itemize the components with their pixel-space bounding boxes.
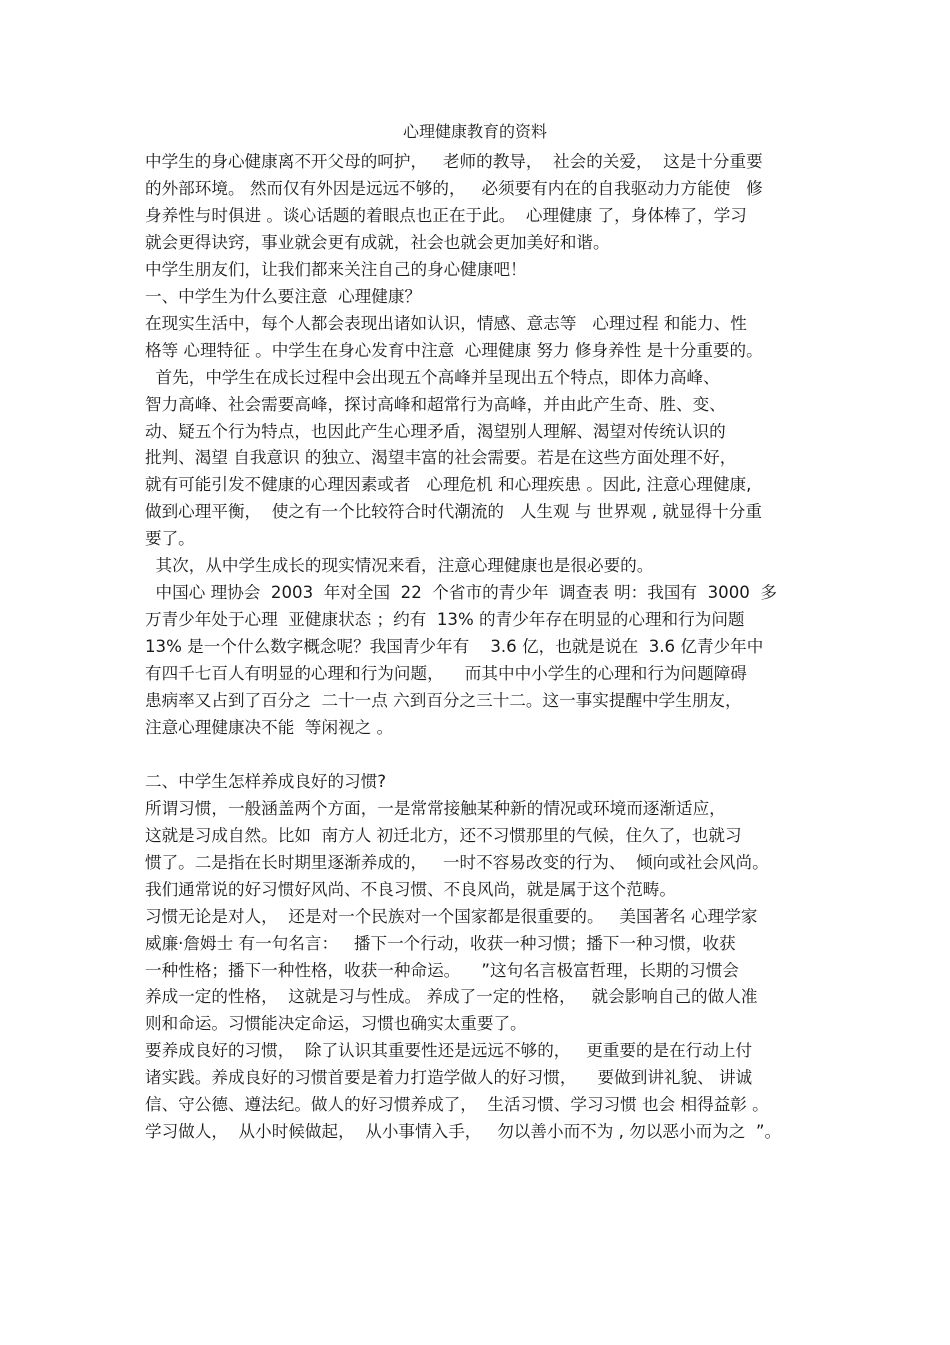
body-line: 信、守公德、遵法纪。做人的好习惯养成了， 生活习惯、学习习惯 也会 相得益彰 。 [145, 1095, 769, 1115]
body-line: 动、疑五个行为特点，也因此产生心理矛盾，渴望别人理解、渴望对传统认识的 [145, 421, 726, 441]
body-line: 养成一定的性格， 这就是习与性成。 养成了一定的性格， 就会影响自己的做人准 [145, 987, 758, 1007]
body-line: 格等 心理特征 。中学生在身心发育中注意 心理健康 努力 修身养性 是十分重要的。 [145, 340, 763, 360]
body-line: 一、中学生为什么要注意 心理健康？ [145, 286, 422, 306]
body-line: 学习做人， 从小时候做起， 从小事情入手， 勿以善小而不为 , 勿以恶小而为之 ”。 [145, 1122, 782, 1142]
body-line: 13% 是一个什么数字概念呢？我国青少年有 3.6 亿，也就是说在 3.6 亿青少年中 [145, 637, 764, 657]
body-line: 一种性格；播下一种性格，收获一种命运。 ”这句名言极富哲理，长期的习惯会 [145, 960, 739, 980]
body-line: 则和命运。习惯能决定命运，习惯也确实太重要了。 [145, 1014, 527, 1034]
body-line: 首先，中学生在成长过程中会出现五个高峰并呈现出五个特点，即体力高峰、 [145, 367, 720, 387]
body-line: 万青少年处于心理 亚健康状态 ；约有 13% 的青少年存在明显的心理和行为问题 [145, 610, 745, 630]
body-line: 这就是习成自然。比如 南方人 初迁北方，还不习惯那里的气候，住久了，也就习 [145, 825, 742, 845]
body-line: 做到心理平衡， 使之有一个比较符合时代潮流的 人生观 与 世界观 , 就显得十分重 [145, 502, 762, 522]
body-line: 习惯无论是对人， 还是对一个民族对一个国家都是很重要的。 美国著名 心理学家 [145, 906, 758, 926]
body-line: 威廉·詹姆士 有一句名言： 播下一个行动，收获一种习惯；播下一种习惯，收获 [145, 933, 736, 953]
body-line: 身养性与时俱进 。谈心话题的着眼点也正在于此。 心理健康 了，身体棒了，学习 [145, 205, 747, 225]
body-line: 其次，从中学生成长的现实情况来看，注意心理健康也是很必要的。 [145, 556, 654, 576]
body-line: 智力高峰、社会需要高峰，探讨高峰和超常行为高峰，并由此产生奇、胜、变、 [145, 394, 726, 414]
body-line: 注意心理健康决不能 等闲视之 。 [145, 717, 394, 737]
body-line: 中学生朋友们，让我们都来关注自己的身心健康吧！ [145, 259, 527, 279]
body-line: 患病率又占到了百分之 二十一点 六到百分之三十二。这一事实提醒中学生朋友， [145, 691, 742, 710]
body-line: 中学生的身心健康离不开父母的呵护， 老师的教导， 社会的关爱， 这是十分重要 [145, 152, 763, 171]
body-line: 有四千七百人有明显的心理和行为问题， 而其中中小学生的心理和行为问题障碍 [145, 664, 747, 683]
body-line: 中国心 理协会 2003 年对全国 22 个省市的青少年 调查表 明：我国有 3000 多 [145, 583, 777, 603]
document-title: 心理健康教育的资料 [402, 122, 547, 141]
body-line: 二、中学生怎样养成良好的习惯? [145, 771, 387, 791]
body-line: 就有可能引发不健康的心理因素或者 心理危机 和心理疾患 。因此, 注意心理健康, [145, 475, 752, 495]
body-line: 所谓习惯，一般涵盖两个方面，一是常常接触某种新的情况或环境而逐渐适应， [145, 798, 726, 818]
body-line: 批判、渴望 自我意识 的独立、渴望丰富的社会需要。若是在这些方面处理不好， [145, 448, 737, 468]
body-line: 要了。 [145, 529, 195, 549]
body-line: 诸实践。养成良好的习惯首要是着力打造学做人的好习惯， 要做到讲礼貌、 讲诚 [145, 1068, 753, 1088]
body-line: 的外部环境。 然而仅有外因是远远不够的， 必须要有内在的自我驱动力方能使 修 [145, 178, 763, 198]
body-line: 要养成良好的习惯， 除了认识其重要性还是远远不够的， 更重要的是在行动上付 [145, 1041, 753, 1061]
body-line: 惯了。二是指在长时期里逐渐养成的， 一时不容易改变的行为、 倾向或社会风尚。 [145, 852, 769, 872]
body-line: 在现实生活中，每个人都会表现出诸如认识，情感、意志等 心理过程 和能力、性 [145, 313, 747, 333]
body-line: 我们通常说的好习惯好风尚、不良习惯、不良风尚，就是属于这个范畴。 [145, 879, 676, 899]
body-line: 就会更得诀窍，事业就会更有成就，社会也就会更加美好和谐。 [145, 232, 610, 252]
